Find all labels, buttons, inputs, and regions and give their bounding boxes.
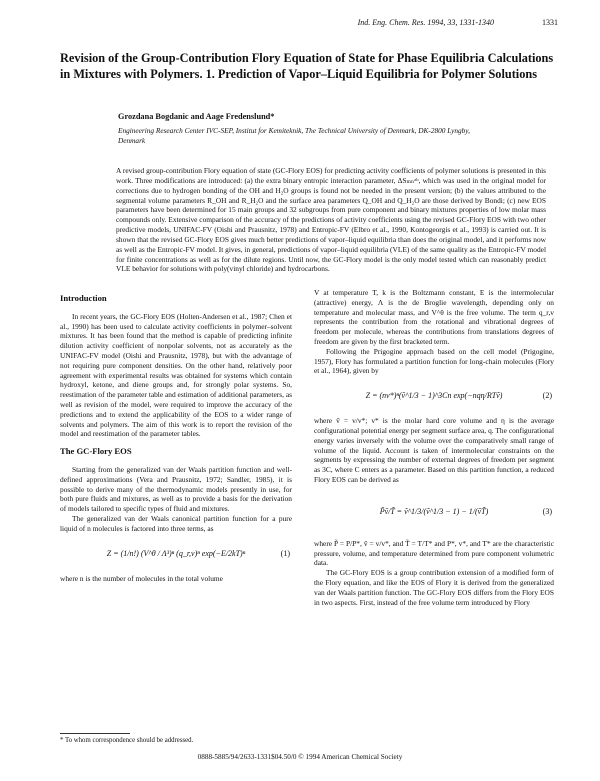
author-affiliation: Engineering Research Center IVC-SEP, Institut for Kemiteknik, The Technical University of Denmark, DK-2800 Lyngby, Denmark	[118, 126, 470, 145]
equation-1	[60, 543, 292, 565]
equation-2-body: Z = (nv*)ⁿ(ṽ^1/3 − 1)^3Cn exp(−nqη/RTṽ)	[365, 391, 503, 401]
left-column	[60, 288, 292, 583]
right-column	[314, 288, 554, 607]
article-authors: Grozdana Bogdanic and Aage Fredenslund*	[118, 112, 275, 121]
right-paragraph-2: Following the Prigogine approach based on the cell model (Prigogine, 1957), Flory has formulated a partition function for long-chain molecules (Flory et al., 1964), given by	[314, 346, 554, 376]
right-paragraph-5: The GC-Flory EOS is a group contribution extension of a modified form of the Flory equation, and like the EOS of Flory it is derived from the generalized van der Waals partition function. The GC-Flory EOS differs from the Flory EOS in two aspects. First, instead of the free volume term introduced by Flory	[314, 568, 554, 607]
article-title: Revision of the Group-Contribution Flory Equation of State for Phase Equilibria Calculations in Mixtures with Polymers. 1. Prediction of Vapor–Liquid Equilibria for Polymer Solutions	[60, 51, 554, 81]
copyright-footer: 0888-5885/94/2633-1331$04.50/0 © 1994 American Chemical Society	[197, 753, 403, 761]
right-paragraph-1: V at temperature T, k is the Boltzmann constant, E is the intermolecular (attractive) energy, Λ is the de Broglie wavelength, depending only on temperature and molecular mass, and V^θ is the free volume. The term q_r,v represents the contribution from the rotational and vibrational degrees of freedom per molecule, whereas the contributions from translations degrees of freedom are given by the first bracketed term.	[314, 288, 554, 346]
running-head	[60, 18, 558, 30]
journal-citation: Ind. Eng. Chem. Res. 1994, 33, 1331-1340	[357, 18, 494, 27]
equation-3-body: P̃ṽ/T̃ = ṽ^1/3/(ṽ^1/3 − 1) − 1/(ṽT̃)	[379, 506, 489, 516]
right-paragraph-3: where ṽ = v/v*; v* is the molar hard core volume and η is the average configurational potential energy per segment surface area, q. The configurational energy varies inversely with the volume over the comparatively small range of volume of the liquid. Account is taken of intermolecular constraints on the segments by expressing the number of external degrees of freedom per segment as 3C, where C enters as a parameter. Based on this partition function, a reduced Flory EOS can be derived as	[314, 416, 554, 484]
section-heading-introduction: Introduction	[60, 293, 107, 303]
equation-3-number: (3)	[542, 506, 552, 516]
equation-2	[314, 385, 554, 407]
equation-3	[314, 495, 554, 529]
gc-paragraph-1: Starting from the generalized van der Waals partition function and well-defined approximations (Vera and Prausnitz, 1972; Sandler, 1985), it is possible to derive many of the thermodynamic models presently in use, for both pure fluids and mixtures, as well as to provide a basis for the derivation of models tailored to specific types of fluid and mixtures.	[60, 464, 292, 514]
intro-paragraph: In recent years, the GC-Flory EOS (Holten-Andersen et al., 1987; Chen et al., 1990) has been used to calculate activity coefficients in polymer–solvent mixtures. It has been found that the method is capable of predicting infinite dilution activity coefficient of nonpolar solvents, not as accurately as the UNIFAC-FV model (Oishi and Prausnitz, 1978), but with the advantage of not requiring pure component densities. On the other hand, relatively poor agreement with experimental results was obtained for systems which contain hydroxyl, ketone, and diene groups and, for strongly polar systems. So, reestimation of the parameter table and estimation of additional parameters, as well as revision of the model, were required to improve the accuracy of the predictions and to extend the applicability of the EOS to a wider range of solvents and polymers. The aim of this work is to report the revision of the model and reestimation of the parameter tables.	[60, 311, 292, 439]
equation-1-number: (1)	[280, 548, 290, 558]
section-heading-gc-flory: The GC-Flory EOS	[60, 446, 132, 457]
right-paragraph-4: where P̃ = P/P*, ṽ = v/v*, and T̃ = T/T* and P*, v*, and T* are the characteristic pressure, volume, and temperature determined from pure component volumetric data.	[314, 538, 554, 568]
correspondence-footnote: * To whom correspondence should be addressed.	[60, 737, 194, 744]
equation-2-number: (2)	[542, 391, 552, 401]
gc-paragraph-3: where n is the number of molecules in the total volume	[60, 573, 223, 583]
footnote-rule	[60, 733, 130, 734]
abstract: A revised group-contribution Flory equation of state (GC-Flory EOS) for predicting activity coefficients of polymer solutions is presented in this work. Three modifications are introduced: (a) the extra binary entropic interaction parameter, ΔSₘₙᵃᵇ, which was used in the original model for corrections due to hydrogen bonding of the OH and H₂O groups is found not be needed in the present version; (b) the values attributed to the segmental volume parameters R_OH and R_H₂O and the surface area parameters Q_OH and Q_H₂O are those derived by Bondi; (c) new EOS parameters have been determined for 15 main groups and 32 subgroups from pure component and binary mixtures properties of low molar mass compounds only. Extensive comparison of the accuracy of the predictions of activity coefficients using the revised GC-Flory EOS with two other predictive models, UNIFAC-FV (Oishi and Prausnitz, 1978) and Entropic-FV (Elbro et al., 1990, Kontogeorgis et al., 1993) is carried out. It is shown that the revised GC-Flory EOS gives much better predictions of vapor–liquid equilibria than does the original model, and it performs now as well as the Entropic-FV model. It gives, in general, predictions of vapor–liquid equilibria (VLE) of the same quality as the Entropic-FV model for finite concentrations as well as for the dilute regions. Until now, the GC-Flory model is the only model tested which can reasonably predict VLE behavior for solutions with poly(vinyl chloride) and hydrocarbons.	[116, 166, 546, 274]
page-number: 1331	[542, 18, 558, 27]
equation-1-body: Z = (1/n!) (V^θ / Λ³)ⁿ (q_r,v)ⁿ exp(−E/2kT)ⁿ	[106, 548, 246, 558]
gc-paragraph-2: The generalized van der Waals canonical partition function for a pure liquid of n molecules is factored into three terms, as	[60, 513, 292, 533]
